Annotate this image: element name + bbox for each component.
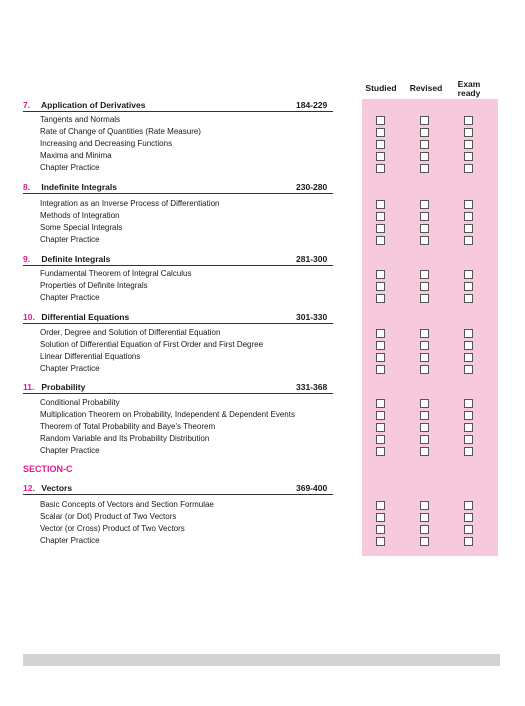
exam-ready-checkbox[interactable]: [464, 236, 473, 245]
topic-item: Order, Degree and Solution of Differential Equation: [40, 328, 221, 337]
exam-ready-checkbox[interactable]: [464, 294, 473, 303]
topic-item: Integration as an Inverse Process of Differentiation: [40, 199, 220, 208]
studied-checkbox[interactable]: [376, 435, 385, 444]
topic-item: Random Variable and Its Probability Distribution: [40, 434, 210, 443]
chapter-number: 7.: [23, 100, 31, 110]
revised-header: Revised: [409, 83, 443, 93]
exam-ready-checkbox[interactable]: [464, 140, 473, 149]
chapter-rule: [23, 111, 333, 112]
topic-item: Increasing and Decreasing Functions: [40, 139, 173, 148]
chapter-title: Probability: [41, 382, 86, 392]
topic-item: Chapter Practice: [40, 293, 100, 302]
studied-checkbox[interactable]: [376, 399, 385, 408]
topic-item: Multiplication Theorem on Probability, Independent & Dependent Events: [40, 410, 295, 419]
exam-ready-checkbox[interactable]: [464, 423, 473, 432]
exam-ready-checkbox[interactable]: [464, 435, 473, 444]
exam-ready-line1: Exam: [457, 79, 481, 89]
topic-item: Chapter Practice: [40, 446, 100, 455]
exam-ready-checkbox[interactable]: [464, 501, 473, 510]
studied-checkbox[interactable]: [376, 525, 385, 534]
exam-ready-checkbox[interactable]: [464, 282, 473, 291]
exam-ready-checkbox[interactable]: [464, 365, 473, 374]
studied-checkbox[interactable]: [376, 341, 385, 350]
exam-ready-checkbox[interactable]: [464, 200, 473, 209]
studied-checkbox[interactable]: [376, 353, 385, 362]
revised-checkbox[interactable]: [420, 423, 429, 432]
chapter-heading: [23, 483, 328, 493]
exam-ready-checkbox[interactable]: [464, 353, 473, 362]
studied-checkbox[interactable]: [376, 236, 385, 245]
topic-item: Basic Concepts of Vectors and Section Formulae: [40, 500, 214, 509]
revised-checkbox[interactable]: [420, 236, 429, 245]
chapter-title: Indefinite Integrals: [41, 182, 117, 192]
revised-checkbox[interactable]: [420, 447, 429, 456]
chapter-pages: 301-330: [296, 312, 328, 322]
studied-checkbox[interactable]: [376, 152, 385, 161]
studied-header: Studied: [365, 83, 397, 93]
chapter-heading: [23, 100, 328, 110]
topic-item: Conditional Probability: [40, 398, 120, 407]
chapter-heading: [23, 182, 328, 192]
revised-checkbox[interactable]: [420, 525, 429, 534]
section-heading: SECTION-C: [23, 464, 73, 474]
studied-checkbox[interactable]: [376, 537, 385, 546]
studied-checkbox[interactable]: [376, 513, 385, 522]
chapter-heading: [23, 382, 328, 392]
exam-ready-checkbox[interactable]: [464, 329, 473, 338]
revised-checkbox[interactable]: [420, 435, 429, 444]
exam-ready-checkbox[interactable]: [464, 128, 473, 137]
exam-ready-checkbox[interactable]: [464, 399, 473, 408]
chapter-heading: [23, 312, 328, 322]
studied-checkbox[interactable]: [376, 282, 385, 291]
exam-ready-checkbox[interactable]: [464, 525, 473, 534]
topic-item: Tangents and Normals: [40, 115, 121, 124]
studied-column: [362, 99, 408, 556]
exam-ready-checkbox[interactable]: [464, 513, 473, 522]
chapter-title: Vectors: [41, 483, 73, 493]
revised-checkbox[interactable]: [420, 270, 429, 279]
topic-item: Chapter Practice: [40, 364, 100, 373]
chapter-rule: [23, 323, 333, 324]
studied-checkbox[interactable]: [376, 447, 385, 456]
revised-checkbox[interactable]: [420, 152, 429, 161]
chapter-pages: 369-400: [296, 483, 328, 493]
topic-item: Chapter Practice: [40, 536, 100, 545]
chapter-pages: 281-300: [296, 254, 328, 264]
topic-item: Chapter Practice: [40, 235, 100, 244]
exam-ready-checkbox[interactable]: [464, 447, 473, 456]
exam-ready-checkbox[interactable]: [464, 116, 473, 125]
exam-ready-header: [446, 80, 492, 98]
studied-checkbox[interactable]: [376, 140, 385, 149]
topic-item: Scalar (or Dot) Product of Two Vectors: [40, 512, 177, 521]
studied-checkbox[interactable]: [376, 365, 385, 374]
revised-checkbox[interactable]: [420, 116, 429, 125]
revised-checkbox[interactable]: [420, 164, 429, 173]
revised-checkbox[interactable]: [420, 282, 429, 291]
topic-item: Theorem of Total Probability and Baye's Theorem: [40, 422, 216, 431]
footer-bar: [23, 654, 500, 666]
exam-ready-checkbox[interactable]: [464, 537, 473, 546]
chapter-rule: [23, 193, 333, 194]
topic-item: Fundamental Theorem of Integral Calculus: [40, 269, 192, 278]
studied-checkbox[interactable]: [376, 411, 385, 420]
studied-checkbox[interactable]: [376, 164, 385, 173]
revised-checkbox[interactable]: [420, 140, 429, 149]
chapter-heading: [23, 254, 328, 264]
chapter-number: 12.: [23, 483, 35, 493]
topic-item: Chapter Practice: [40, 163, 100, 172]
chapter-number: 11.: [23, 382, 35, 392]
revised-checkbox[interactable]: [420, 224, 429, 233]
chapter-number: 9.: [23, 254, 31, 264]
chapter-title: Definite Integrals: [41, 254, 111, 264]
revised-column: [407, 99, 453, 556]
revised-checkbox[interactable]: [420, 365, 429, 374]
chapter-rule: [23, 494, 333, 495]
revised-checkbox[interactable]: [420, 212, 429, 221]
exam-ready-checkbox[interactable]: [464, 224, 473, 233]
topic-item: Properties of Definite Integrals: [40, 281, 148, 290]
revised-checkbox[interactable]: [420, 411, 429, 420]
topic-item: Linear Differential Equations: [40, 352, 141, 361]
chapter-title: Differential Equations: [41, 312, 130, 322]
topic-item: Some Special Integrals: [40, 223, 123, 232]
studied-checkbox[interactable]: [376, 212, 385, 221]
revised-checkbox[interactable]: [420, 200, 429, 209]
revised-checkbox[interactable]: [420, 537, 429, 546]
revised-checkbox[interactable]: [420, 329, 429, 338]
exam-ready-checkbox[interactable]: [464, 152, 473, 161]
chapter-rule: [23, 393, 333, 394]
chapter-pages: 184-229: [296, 100, 328, 110]
studied-checkbox[interactable]: [376, 200, 385, 209]
exam-ready-checkbox[interactable]: [464, 341, 473, 350]
studied-checkbox[interactable]: [376, 128, 385, 137]
studied-checkbox[interactable]: [376, 501, 385, 510]
studied-checkbox[interactable]: [376, 294, 385, 303]
topic-item: Maxima and Minima: [40, 151, 112, 160]
topic-item: Rate of Change of Quantities (Rate Measure): [40, 127, 201, 136]
exam-ready-column: [452, 99, 498, 556]
exam-ready-line2: ready: [457, 88, 481, 98]
studied-checkbox[interactable]: [376, 224, 385, 233]
revised-checkbox[interactable]: [420, 513, 429, 522]
studied-checkbox[interactable]: [376, 116, 385, 125]
chapter-pages: 230-280: [296, 182, 328, 192]
revised-checkbox[interactable]: [420, 353, 429, 362]
exam-ready-checkbox[interactable]: [464, 411, 473, 420]
revised-checkbox[interactable]: [420, 294, 429, 303]
topic-item: Methods of Integration: [40, 211, 120, 220]
chapter-number: 8.: [23, 182, 31, 192]
revised-checkbox[interactable]: [420, 341, 429, 350]
exam-ready-checkbox[interactable]: [464, 212, 473, 221]
chapter-rule: [23, 265, 333, 266]
exam-ready-checkbox[interactable]: [464, 270, 473, 279]
chapter-number: 10.: [23, 312, 35, 322]
chapter-pages: 331-368: [296, 382, 328, 392]
studied-checkbox[interactable]: [376, 329, 385, 338]
exam-ready-checkbox[interactable]: [464, 164, 473, 173]
revised-checkbox[interactable]: [420, 501, 429, 510]
studied-checkbox[interactable]: [376, 270, 385, 279]
revised-checkbox[interactable]: [420, 399, 429, 408]
topic-item: Solution of Differential Equation of First Order and First Degree: [40, 340, 264, 349]
studied-checkbox[interactable]: [376, 423, 385, 432]
topic-item: Vector (or Cross) Product of Two Vectors: [40, 524, 185, 533]
chapter-title: Application of Derivatives: [41, 100, 146, 110]
revised-checkbox[interactable]: [420, 128, 429, 137]
